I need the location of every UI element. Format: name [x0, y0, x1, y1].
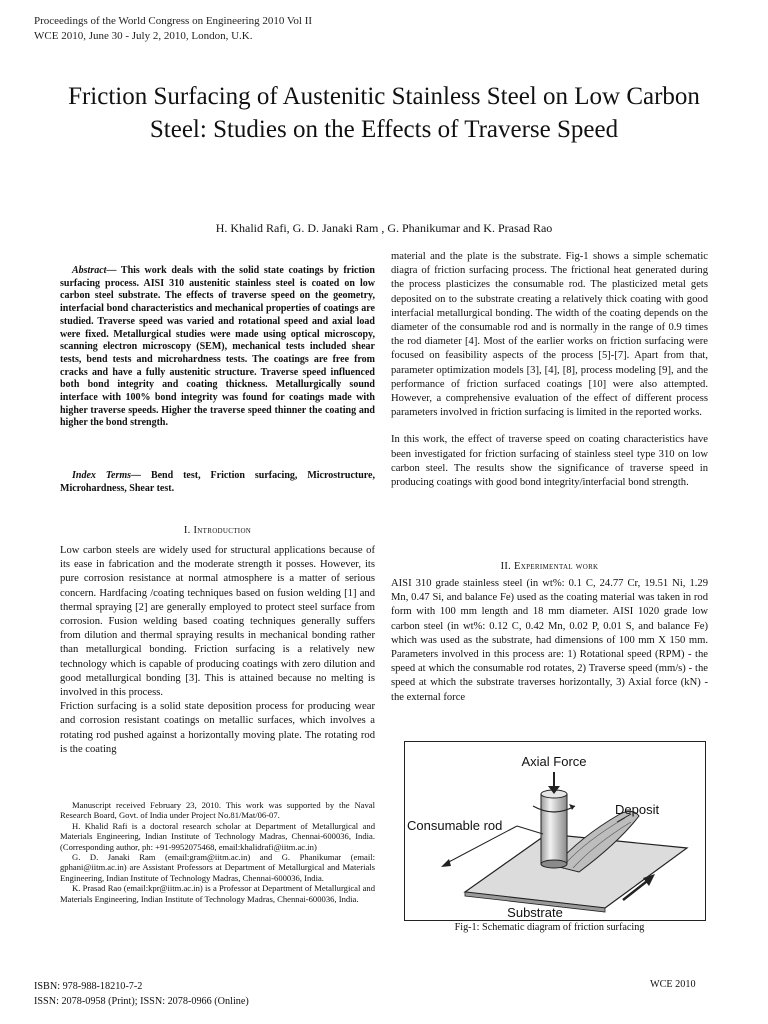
proceedings-line-2: WCE 2010, June 30 - July 2, 2010, London, U.K. — [34, 30, 253, 42]
introduction-heading — [60, 525, 375, 536]
experimental-paragraph-1: AISI 310 grade stainless steel (in wt%: 0.1 C, 24.77 Cr, 19.51 Ni, 1.29 Mn, 0.47 Si, and balance Fe) used as the coating material was taken in rod form with 100 mm length and 18 mm diameter. AISI 1020 grade low carbon steel (in wt%: 0.12 C, 0.42 Mn, 0.02 P, 0.01 S, and balance Fe) which was used as the substrate, had dimensions of 100 mm X 150 mm. Parameters involved in this process are: 1) Rotational speed (RPM) - the speed at which the consumable rod rotates, 2) Traverse speed (mm/s) - the speed at which the substrate traverses horizontally, 3) Axial force (kN) - the external force — [391, 578, 708, 703]
rod-bottom — [541, 860, 567, 868]
abstract-lead: Abstract— — [72, 265, 117, 276]
footer-issn: ISSN: 2078-0958 (Print); ISSN: 2078-0966 (Online) — [34, 996, 249, 1007]
label-consumable-rod: Consumable rod — [407, 818, 503, 833]
introduction-paragraph-1: Low carbon steels are widely used for structural applications because of its ease in fabrication and the moderate strength it posses. However, its pure corrosion resistance at normal atmosphere is a matter of serious concern. Hardfacing /coating techniques based on fusion welding [1] and thermal spraying [2] are generally employed to protect steel surface from corrosion. Fusion welding based coating techniques generally suffers from dilution and thermal spraying results in mechanical bonding rather than metallurgical bonding. Friction surfacing is a relatively new technology which is capable of producing coatings with zero dilution and good metallurgical bonding [3]. This is attained because no melting is involved in this process. — [60, 545, 375, 699]
footnote-author-1: H. Khalid Rafi is a doctoral research scholar at Department of Metallurgical and Materials Engineering, Indian Institute of Technology Madras, Chennai-600036, India. (Corresponding author, ph: +91-9952075468, email:khalidrafi@iitm.ac.in) — [60, 820, 375, 852]
footnote-authors-2-3: G. D. Janaki Ram (email:gram@iitm.ac.in) and G. Phanikumar (email: gphani@iitm.ac.in) are Assistant Professors at Department of Metallurgical and Materials Engineering, Indian Institute of Technology Madras, Chennai-600036, India. — [60, 852, 375, 883]
footer-conference: WCE 2010 — [650, 979, 696, 990]
proceedings-header — [34, 14, 312, 44]
rod-leader-line — [517, 826, 543, 834]
schematic-diagram — [405, 742, 705, 920]
label-substrate: Substrate — [507, 905, 563, 920]
introduction-title: Introduction — [193, 525, 252, 536]
experimental-heading — [391, 561, 708, 572]
abstract — [60, 265, 375, 430]
experimental-numeral: II. — [500, 561, 512, 572]
abstract-text: This work deals with the solid state coatings by friction surfacing process. AISI 310 austenitic stainless steel is coated on low carbon steel substrate. The effects of traverse speed on the geometry, interfacial bond characteristics and mechanical properties of coatings are studied. Traverse speed was varied and rotational speed and axial load were fixed. Metallurgical studies were made using optical microscopy, scanning electron microscopy (SEM), mechanical tests included shear tests, bend tests and microhardness tests. The coatings are free from cracks and have a fully austenitic structure. Traverse speed influenced both bond integrity and coating thickness. Metallurgically sound interface with 100% bond integrity was found for coatings made with higher traverse speeds. Higher the traverse speed thinner the coating and higher the bond strength. — [60, 265, 375, 429]
page-footer-left — [34, 979, 249, 1009]
proceedings-line-1: Proceedings of the World Congress on Engineering 2010 Vol II — [34, 15, 313, 27]
footnote-manuscript: Manuscript received February 23, 2010. This work was supported by the Naval Research Board, Govt. of India under Project No.81/Mat/06-07. — [60, 800, 375, 821]
right-column-body — [391, 250, 708, 490]
author-list: H. Khalid Rafi, G. D. Janaki Ram , G. Phanikumar and K. Prasad Rao — [215, 221, 553, 235]
right-paragraph-2: In this work, the effect of traverse speed on coating characteristics have been investigated for friction surfacing of stainless steel type 310 on low carbon steel. The results show the significance of traverse speed in producing coatings with good bond integrity/interfacial bond strength. — [391, 434, 708, 489]
footnote-author-4: K. Prasad Rao (email:kpr@iitm.ac.in) is a Professor at Department of Metallurgical and Materials Engineering, Indian Institute of Technology Madras, Chennai-600036, India. — [60, 883, 375, 904]
footer-isbn: ISBN: 978-988-18210-7-2 — [34, 981, 143, 992]
consumable-rod-shape — [541, 794, 567, 864]
figure-caption: Fig-1: Schematic diagram of friction surfacing — [454, 922, 645, 933]
paper-title: Friction Surfacing of Austenitic Stainless Steel on Low Carbon Steel: Studies on the Effects of Traverse Speed — [68, 83, 700, 143]
introduction-paragraph-2: Friction surfacing is a solid state deposition process for producing wear and corrosion resistant coatings on metallic surfaces, which involves a rotating rod pushed against a horizontally moving plate. The rotating rod is the coating — [60, 701, 375, 755]
introduction-numeral: I. — [183, 525, 191, 536]
experimental-body — [391, 577, 708, 705]
index-terms-lead: Index Terms— — [72, 470, 142, 481]
friction-surfacing-figure — [404, 741, 706, 921]
experimental-title: Experimental work — [514, 561, 599, 572]
label-deposit: Deposit — [615, 802, 660, 817]
label-axial-force: Axial Force — [521, 754, 587, 769]
introduction-body — [60, 544, 375, 757]
right-paragraph-1: material and the plate is the substrate. Fig-1 shows a simple schematic diagra of friction surfacing process. The frictional heat generated during the process plasticizes the consumable rod. The plasticized metal gets deposited on to the substrate creating a relatively thick coating with good interfacial metallurgical bonding. The width of the coating depends on the diameter of the consumable rod and is normally in the range of 0.9 times the rod diameter [4]. Most of the earlier works on friction surfacing were focused on feasibility aspects of the process [5]-[7]. Apart from that, parameter optimization models [3], [4], [8], process modeling [9], and the performance of friction surfaced coatings [10] were also attempted. However, a comprehensive evaluation of the effect of different process parameters involved in friction surfacing is limited in the reported works. — [391, 251, 708, 419]
rod-arrowhead — [441, 859, 451, 867]
footnotes — [60, 800, 375, 904]
index-terms-text: Bend test, Friction surfacing, Microstructure, Microhardness, Shear test. — [60, 470, 375, 494]
index-terms — [60, 470, 375, 495]
